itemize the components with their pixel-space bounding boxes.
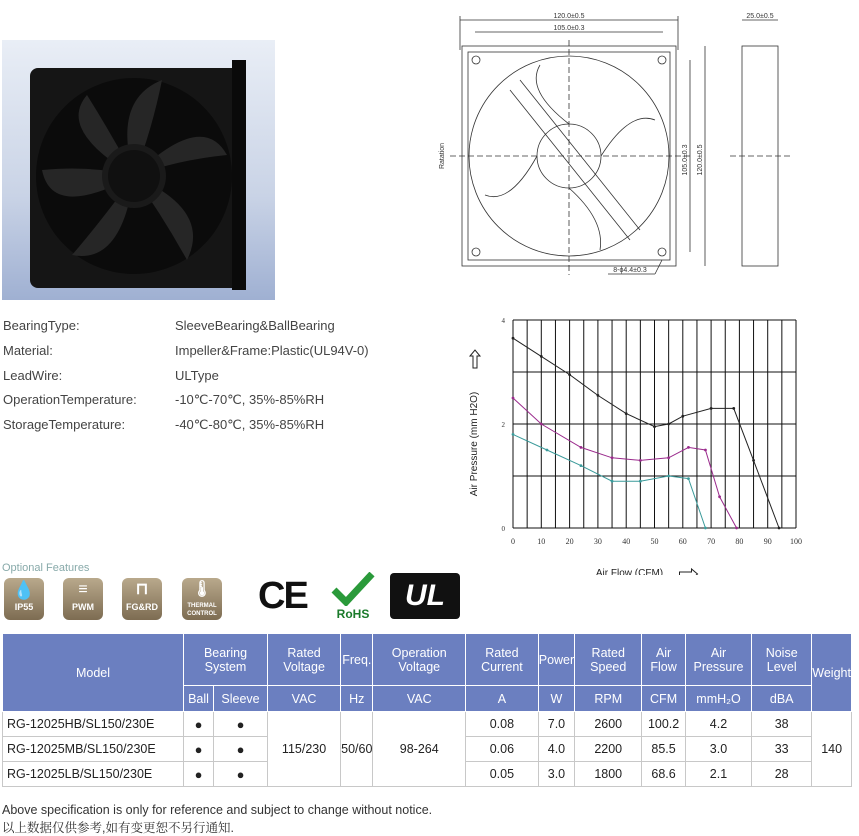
y-axis-arrow-icon	[470, 350, 480, 368]
header-freq: Freq.	[341, 634, 373, 686]
series-point	[568, 373, 571, 376]
series-point	[704, 449, 707, 452]
unit-w: W	[538, 686, 574, 712]
x-axis-arrow-icon	[680, 569, 698, 575]
series-point	[710, 407, 713, 410]
x-tick-label: 50	[650, 537, 659, 546]
x-tick-label: 90	[763, 537, 772, 546]
feature-label: THERMAL CONTROL	[187, 603, 217, 617]
series-point	[512, 433, 515, 436]
model-cell: RG-12025MB/SL150/230E	[3, 737, 184, 762]
unit-op-vac: VAC	[373, 686, 466, 712]
header-rated-speed: Rated Speed	[575, 634, 642, 686]
series-point	[667, 456, 670, 459]
power-cell: 4.0	[538, 737, 574, 762]
pressure-cell: 2.1	[685, 762, 751, 787]
series-point	[540, 355, 543, 358]
y-axis-label: Air Pressure (mm H2O)	[469, 391, 480, 497]
series-point	[580, 464, 583, 467]
dim-depth: 25.0±0.5	[746, 13, 774, 20]
series-point	[778, 527, 781, 530]
spec-value: -40℃-80℃, 35%-85%RH	[175, 417, 325, 432]
unit-ball: Ball	[184, 686, 214, 712]
x-tick-label: 100	[790, 537, 802, 546]
thermal-control-icon: 🌡 THERMAL CONTROL	[182, 578, 222, 620]
noise-cell: 28	[752, 762, 812, 787]
unit-dba: dBA	[752, 686, 812, 712]
operation-voltage-cell: 98-264	[373, 712, 466, 787]
ip55-icon: 💧 IP55	[4, 578, 44, 620]
current-cell: 0.06	[466, 737, 539, 762]
ball-cell: ●	[184, 712, 214, 737]
fan-dimension-drawing	[430, 10, 850, 285]
y-tick-label: 4	[501, 317, 505, 325]
spec-label: LeadWire:	[3, 368, 63, 383]
series-point	[512, 337, 515, 340]
series-point	[611, 456, 614, 459]
feature-label: IP55	[14, 602, 34, 612]
ball-cell: ●	[184, 762, 214, 787]
x-tick-label: 40	[622, 537, 631, 546]
model-cell: RG-12025HB/SL150/230E	[3, 712, 184, 737]
ball-cell: ●	[184, 737, 214, 762]
spec-value: ULType	[175, 368, 219, 383]
x-tick-label: 30	[593, 537, 602, 546]
series-point	[639, 459, 642, 462]
x-axis-label: Air Flow (CFM)	[595, 568, 664, 575]
spec-label: OperationTemperature:	[3, 392, 137, 407]
weight-cell: 140	[812, 712, 852, 787]
series-line-1	[513, 398, 737, 528]
header-power: Power	[538, 634, 574, 686]
unit-rpm: RPM	[575, 686, 642, 712]
sleeve-cell: ●	[214, 712, 268, 737]
fan-photo	[2, 40, 275, 300]
header-model: Model	[3, 634, 184, 712]
header-air-pressure: Air Pressure	[685, 634, 751, 686]
spec-table	[2, 633, 852, 787]
freq-cell: 50/60	[341, 712, 373, 787]
power-cell: 7.0	[538, 712, 574, 737]
spec-label: Material:	[3, 343, 53, 358]
spec-value: -10℃-70℃, 35%-85%RH	[175, 392, 325, 407]
series-point	[580, 446, 583, 449]
header-weight: Weight	[812, 634, 852, 712]
spec-label: StorageTemperature:	[3, 417, 126, 432]
y-tick-label: 0	[501, 525, 505, 533]
spec-value: Impeller&Frame:Plastic(UL94V-0)	[175, 343, 369, 358]
ul-label: UL	[405, 579, 445, 612]
rotation-label: Ratation	[439, 142, 446, 170]
dim-width-outer: 120.0±0.5	[553, 13, 585, 20]
current-cell: 0.08	[466, 712, 539, 737]
series-point	[653, 425, 656, 428]
header-noise-level: Noise Level	[752, 634, 812, 686]
power-cell: 3.0	[538, 762, 574, 787]
series-point	[735, 527, 738, 530]
header-rated-current: Rated Current	[466, 634, 539, 686]
feature-label: PWM	[72, 602, 94, 612]
model-cell: RG-12025LB/SL150/230E	[3, 762, 184, 787]
sleeve-cell: ●	[214, 737, 268, 762]
rohs-logo	[330, 572, 376, 622]
unit-mmh2o: mmH₂O	[685, 686, 751, 712]
current-cell: 0.05	[466, 762, 539, 787]
x-tick-label: 0	[511, 537, 515, 546]
pwm-icon: ≡ PWM	[63, 578, 103, 620]
x-tick-label: 10	[537, 537, 546, 546]
dim-width-inner: 105.0±0.3	[553, 25, 585, 32]
ul-logo	[390, 573, 460, 619]
speed-cell: 1800	[575, 762, 642, 787]
x-tick-label: 20	[565, 537, 574, 546]
disclaimer-zh: 以上数据仅供参考,如有变更恕不另行通知.	[2, 821, 234, 835]
series-point	[611, 480, 614, 483]
series-point	[667, 475, 670, 478]
dim-hole: 8-ϕ4.4±0.3	[613, 267, 647, 274]
speed-cell: 2200	[575, 737, 642, 762]
optional-features-title: Optional Features	[2, 562, 90, 574]
series-point	[639, 480, 642, 483]
series-point	[625, 412, 628, 415]
unit-cfm: CFM	[642, 686, 686, 712]
series-point	[687, 446, 690, 449]
series-point	[704, 527, 707, 530]
unit-sleeve: Sleeve	[214, 686, 268, 712]
series-point	[546, 449, 549, 452]
unit-a: A	[466, 686, 539, 712]
table-row	[3, 712, 852, 737]
speed-cell: 2600	[575, 712, 642, 737]
header-rated-voltage: Rated Voltage	[267, 634, 340, 686]
fg-rd-icon: ⊓ FG&RD	[122, 578, 162, 620]
series-point	[540, 423, 543, 426]
series-point	[718, 495, 721, 498]
header-air-flow: Air Flow	[642, 634, 686, 686]
dim-height-outer: 120.0±0.5	[697, 144, 704, 176]
x-tick-label: 60	[678, 537, 687, 546]
spec-value: SleeveBearing&BallBearing	[175, 318, 335, 333]
pq-curve-chart	[463, 310, 813, 575]
header-bearing: Bearing System	[184, 634, 268, 686]
series-point	[732, 407, 735, 410]
series-point	[667, 423, 670, 426]
feature-label: FG&RD	[126, 602, 158, 612]
rohs-label: RoHS	[336, 607, 370, 621]
series-point	[681, 415, 684, 418]
noise-cell: 33	[752, 737, 812, 762]
airflow-cell: 68.6	[642, 762, 686, 787]
pressure-cell: 3.0	[685, 737, 751, 762]
series-point	[752, 459, 755, 462]
series-point	[512, 397, 515, 400]
series-line-2	[513, 434, 705, 528]
spec-label: BearingType:	[3, 318, 80, 333]
unit-hz: Hz	[341, 686, 373, 712]
noise-cell: 38	[752, 712, 812, 737]
y-tick-label: 2	[501, 421, 505, 429]
airflow-cell: 100.2	[642, 712, 686, 737]
x-tick-label: 70	[707, 537, 716, 546]
ce-mark: CE	[258, 575, 307, 617]
series-point	[597, 394, 600, 397]
pressure-cell: 4.2	[685, 712, 751, 737]
x-tick-label: 80	[735, 537, 744, 546]
header-operation-voltage: Operation Voltage	[373, 634, 466, 686]
rated-voltage-cell: 115/230	[267, 712, 340, 787]
disclaimer-en: Above specification is only for reference and subject to change without notice.	[2, 803, 433, 817]
dim-height-inner: 105.0±0.3	[682, 144, 689, 176]
sleeve-cell: ●	[214, 762, 268, 787]
series-point	[687, 477, 690, 480]
airflow-cell: 85.5	[642, 737, 686, 762]
unit-vac: VAC	[267, 686, 340, 712]
